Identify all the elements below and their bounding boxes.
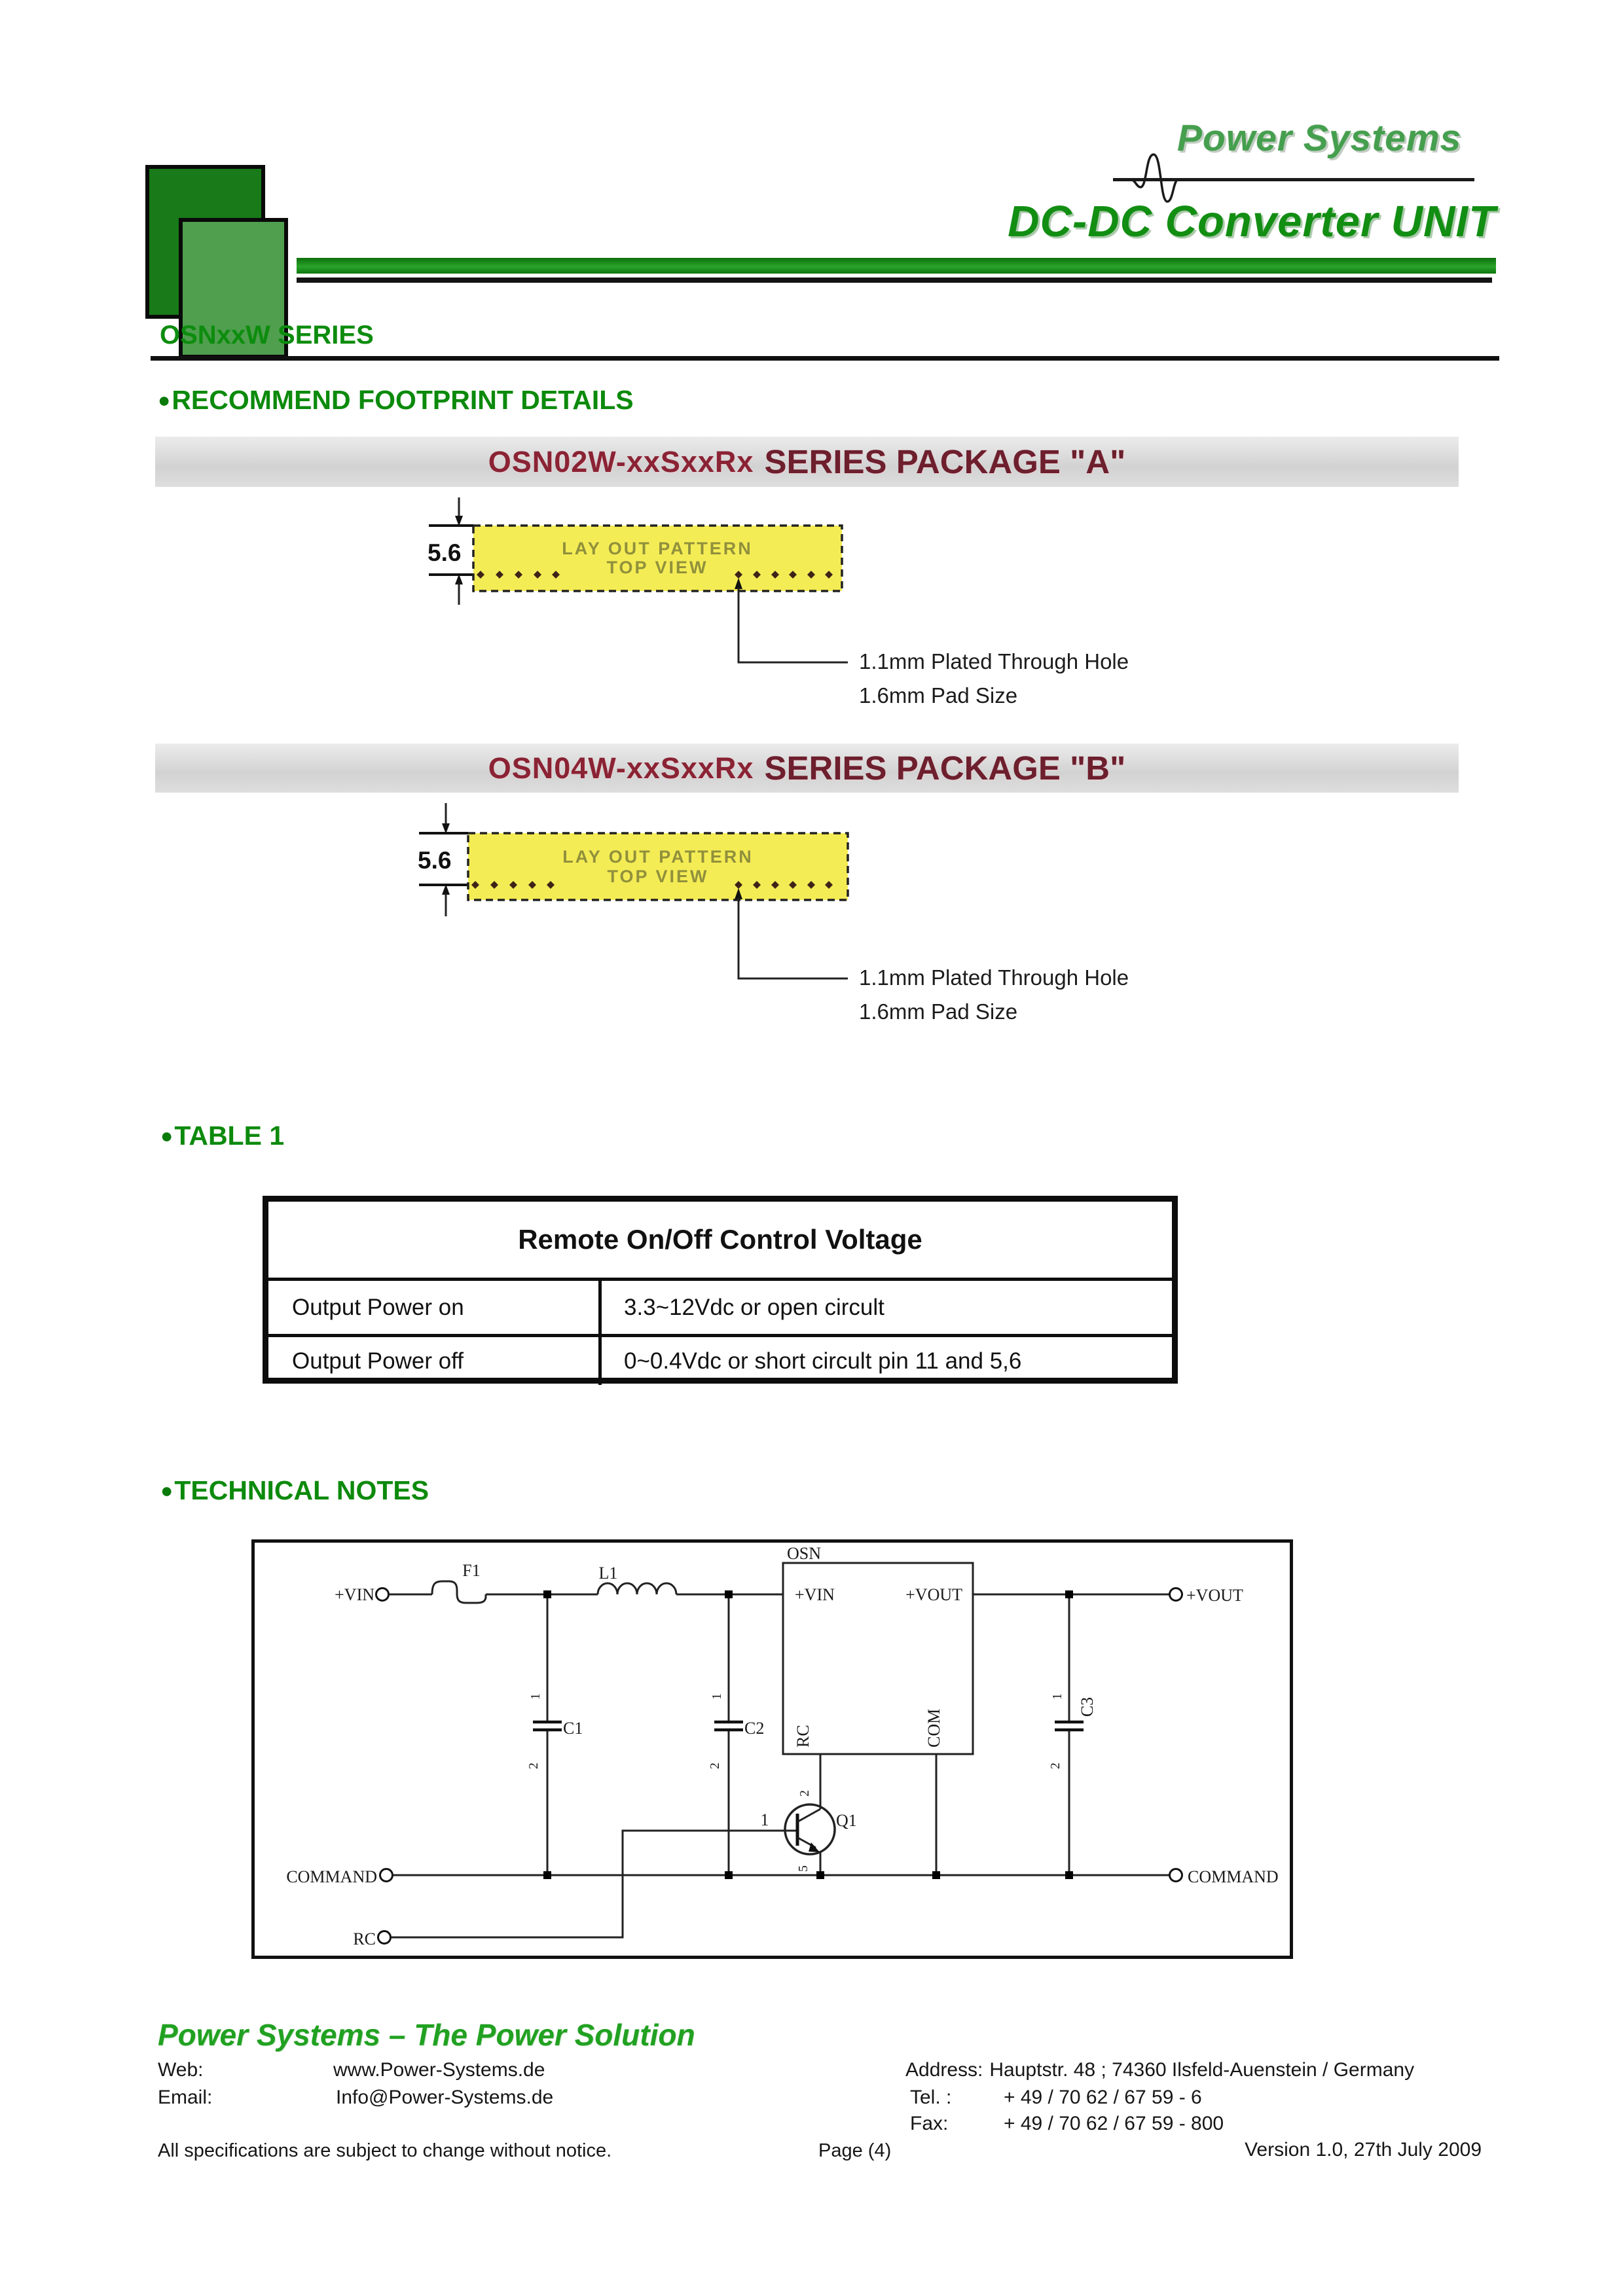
junction-dot — [725, 1590, 733, 1598]
pad-note: 1.6mm Pad Size — [859, 999, 1018, 1024]
vin-terminal-label: +VIN — [335, 1585, 374, 1604]
junction-dot — [543, 1871, 551, 1879]
email-label: Email: — [158, 2087, 213, 2108]
tel-label: Tel. : — [910, 2087, 952, 2108]
page-number: Page (4) — [818, 2140, 892, 2161]
layout-pattern-text1: LAY OUT PATTERN — [562, 847, 754, 867]
bullet-icon: ● — [160, 1479, 173, 1502]
command-left-terminal — [380, 1869, 393, 1882]
cap3-label: C3 — [1078, 1696, 1097, 1717]
rc-terminal-label: RC — [353, 1929, 376, 1948]
remote-onoff-table — [263, 1196, 1178, 1384]
hole-note: 1.1mm Plated Through Hole — [859, 965, 1129, 990]
vout-terminal-label: +VOUT — [1186, 1586, 1243, 1605]
module-com-pin-label: COM — [924, 1708, 943, 1748]
table-title: Remote On/Off Control Voltage — [268, 1202, 1172, 1281]
fuse-icon — [432, 1581, 486, 1603]
layout-pattern-text2: TOP VIEW — [606, 558, 708, 577]
dim-value: 5.6 — [428, 539, 462, 566]
module-vout-pin-label: +VOUT — [905, 1585, 962, 1604]
series-name: OSNxxW SERIES — [160, 321, 374, 350]
q1-base-pin-number: 1 — [760, 1810, 769, 1829]
fax-label: Fax: — [910, 2113, 949, 2134]
cap2-pin-top: 1 — [710, 1693, 724, 1700]
leader-line — [739, 588, 848, 662]
layout-pattern-text1: LAY OUT PATTERN — [562, 539, 753, 558]
tel-value: + 49 / 70 62 / 67 59 - 6 — [1004, 2087, 1202, 2108]
page-title: DC-DC Converter UNIT — [1008, 197, 1496, 246]
layout-pattern-text2: TOP VIEW — [607, 867, 709, 886]
module-label: OSN — [787, 1544, 822, 1563]
module-vin-pin-label: +VIN — [795, 1585, 835, 1604]
web-url: www.Power-Systems.de — [333, 2059, 545, 2081]
junction-dot — [1065, 1871, 1073, 1879]
bullet-icon: ● — [158, 388, 171, 412]
circuit-border — [253, 1541, 1292, 1958]
web-label: Web: — [158, 2059, 204, 2081]
package-b-footprint-diagram — [406, 800, 1159, 1042]
rc-terminal — [378, 1931, 391, 1944]
application-circuit-diagram — [251, 1539, 1293, 1959]
version-info: Version 1.0, 27th July 2009 — [1245, 2139, 1482, 2161]
q1-emitter-pin-number: 5 — [796, 1865, 811, 1872]
pad-note: 1.6mm Pad Size — [859, 683, 1018, 708]
cap2-label: C2 — [744, 1719, 765, 1738]
package-b-banner — [155, 744, 1459, 793]
command-right-label: COMMAND — [1188, 1867, 1279, 1886]
fuse-label: F1 — [462, 1561, 481, 1580]
transistor-label: Q1 — [836, 1811, 857, 1830]
cap1-pin-bottom: 2 — [526, 1763, 541, 1769]
header-green-bar — [297, 258, 1496, 274]
row-value: 0~0.4Vdc or short circult pin 11 and 5,6 — [624, 1348, 1022, 1374]
footer-tagline: Power Systems – The Power Solution — [158, 2018, 695, 2052]
package-a-banner — [155, 437, 1459, 487]
row-label: Output Power on — [268, 1281, 602, 1334]
inductor-icon — [598, 1583, 676, 1594]
section-heading-footprint — [158, 385, 634, 416]
disclaimer-note: All specifications are subject to change without notice. — [158, 2140, 612, 2161]
address-label: Address: — [905, 2059, 983, 2081]
package-b-model: OSN04W-xxSxxRx — [488, 751, 754, 785]
package-a-model: OSN02W-xxSxxRx — [488, 444, 754, 478]
row-label: Output Power off — [268, 1337, 602, 1385]
series-underline — [151, 356, 1499, 361]
leader-line — [739, 898, 848, 978]
q1-collector-pin-number: 2 — [797, 1790, 812, 1797]
section-heading-technical-label: TECHNICAL NOTES — [174, 1475, 429, 1505]
module-rc-pin-label: RC — [793, 1725, 812, 1748]
section-heading-footprint-label: RECOMMEND FOOTPRINT DETAILS — [172, 385, 634, 415]
cap1-pin-top: 1 — [528, 1693, 543, 1700]
cap2-pin-bottom: 2 — [708, 1763, 722, 1769]
section-heading-technical — [160, 1475, 429, 1506]
cap1-label: C1 — [563, 1719, 583, 1738]
address-value: Hauptstr. 48 ; 74360 Ilsfeld-Auenstein / Germany — [989, 2059, 1415, 2081]
bullet-icon: ● — [160, 1124, 173, 1147]
package-a-footprint-diagram — [406, 491, 1159, 713]
command-left-label: COMMAND — [286, 1867, 377, 1886]
dim-value: 5.6 — [418, 847, 452, 874]
vin-terminal — [376, 1588, 389, 1601]
section-heading-table1 — [160, 1121, 284, 1151]
cap3-pin-bottom: 2 — [1048, 1763, 1063, 1769]
junction-dot — [1065, 1590, 1073, 1598]
fax-value: + 49 / 70 62 / 67 59 - 800 — [1004, 2113, 1224, 2134]
row-value: 3.3~12Vdc or open circult — [624, 1294, 884, 1320]
inductor-label: L1 — [598, 1564, 618, 1583]
hole-note: 1.1mm Plated Through Hole — [859, 649, 1129, 673]
table-row — [268, 1281, 1172, 1337]
command-right-terminal — [1170, 1869, 1182, 1882]
table-row — [268, 1337, 1172, 1385]
address-row — [905, 2059, 1414, 2081]
email-address: Info@Power-Systems.de — [336, 2087, 554, 2108]
junction-dot — [932, 1871, 940, 1879]
junction-dot — [543, 1590, 551, 1598]
section-heading-table1-label: TABLE 1 — [174, 1121, 285, 1151]
transistor-icon — [785, 1804, 835, 1854]
package-a-series-label: SERIES PACKAGE "A" — [764, 443, 1126, 480]
vout-terminal — [1170, 1588, 1182, 1601]
cap3-pin-top: 1 — [1050, 1693, 1065, 1700]
junction-dot — [725, 1871, 733, 1879]
package-b-series-label: SERIES PACKAGE "B" — [764, 749, 1126, 787]
junction-dot — [816, 1871, 824, 1879]
brand-logo-text: Power Systems — [1177, 117, 1462, 159]
header-black-line — [297, 278, 1492, 283]
